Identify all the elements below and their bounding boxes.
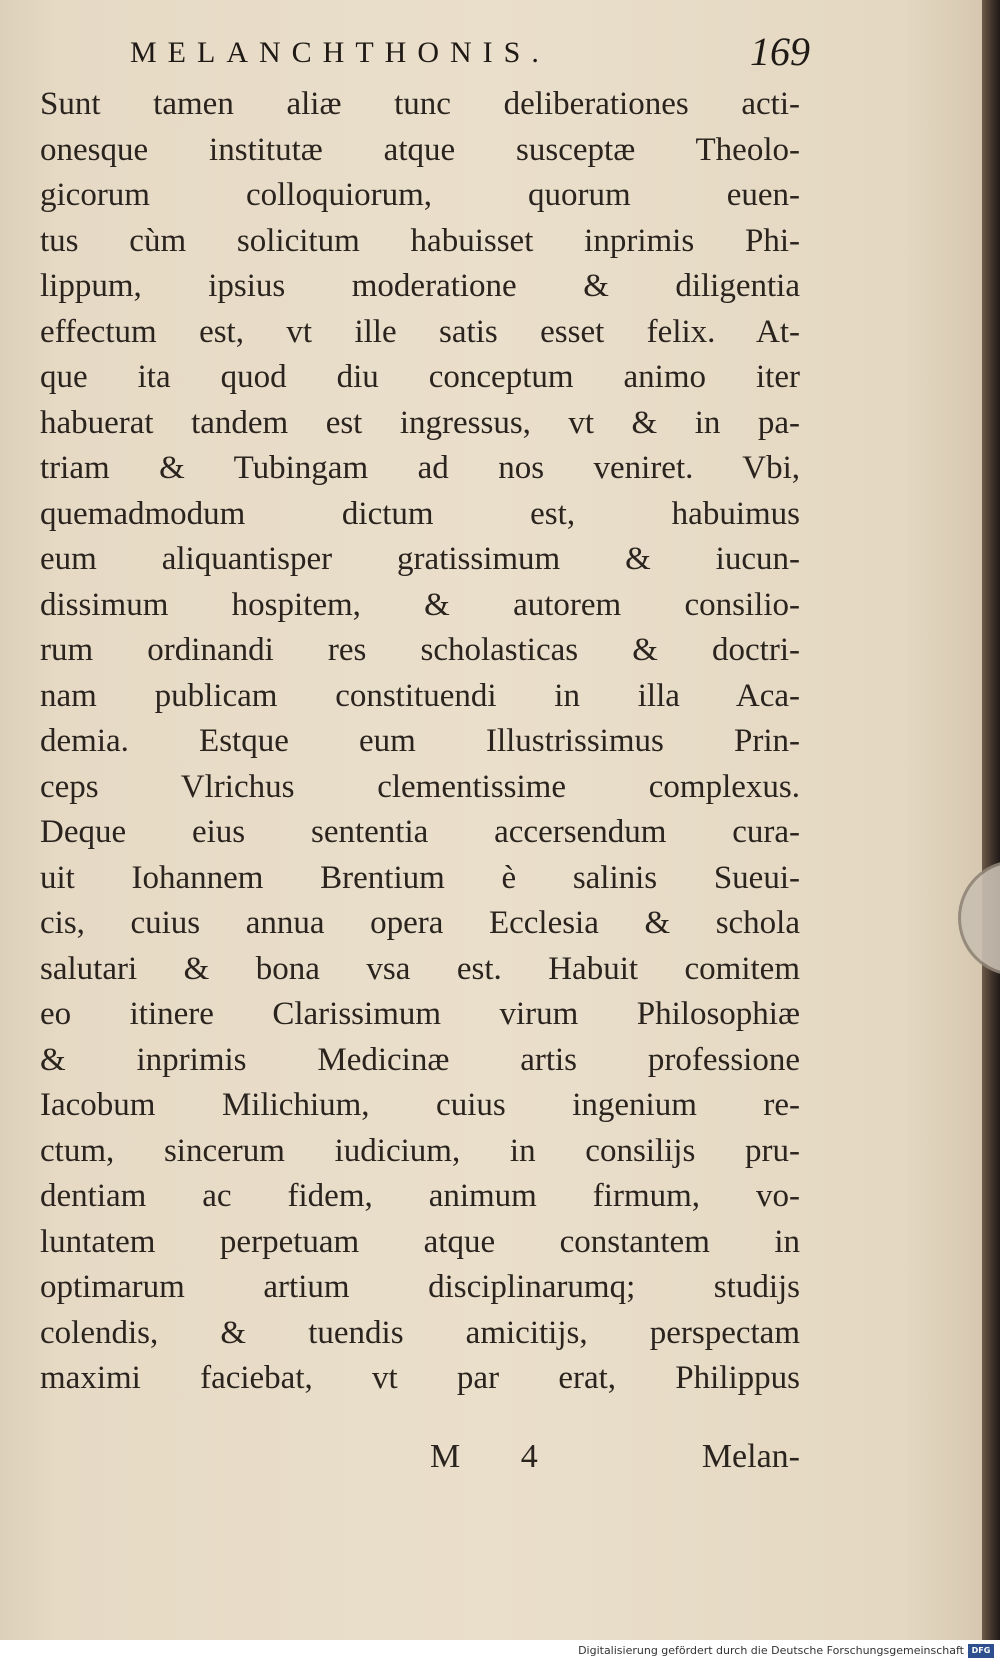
page-footer xyxy=(420,1438,800,1488)
text-line: nam publicam constituendi in illa Aca- xyxy=(40,677,800,714)
text-line: Deque eius sententia accersendum cura- xyxy=(40,814,800,850)
text-line: lippum, ipsius moderatione & diligentia xyxy=(40,268,800,304)
text-line: optimarum artium disciplinarumq; studijs xyxy=(40,1269,800,1305)
funding-credit: Digitalisierung gefördert durch die Deutsche Forschungsgemeinschaft xyxy=(578,1644,964,1657)
text-line: & inprimis Medicinæ artis professione xyxy=(40,1041,800,1078)
body-text xyxy=(40,82,800,1402)
text-line: quemadmodum dictum est, habuimus xyxy=(40,495,800,532)
text-line: colendis, & tuendis amicitijs, perspectam xyxy=(40,1314,800,1351)
text-line: onesque institutæ atque susceptæ Theolo- xyxy=(40,131,800,168)
signature-mark: M 4 xyxy=(430,1438,564,1475)
page-header xyxy=(130,28,810,78)
credit-bar xyxy=(0,1640,1000,1664)
text-line: dissimum hospitem, & autorem consilio- xyxy=(40,586,800,623)
dfg-logo-icon: DFG xyxy=(968,1644,994,1658)
text-line: effectum est, vt ille satis esset felix. At- xyxy=(40,313,800,350)
text-line: gicorum colloquiorum, quorum euen- xyxy=(40,177,800,213)
text-line: luntatem perpetuam atque constantem in xyxy=(40,1223,800,1260)
text-line: maximi faciebat, vt par erat, Philippus xyxy=(40,1360,800,1396)
text-line: Sunt tamen aliæ tunc deliberationes acti- xyxy=(40,86,800,122)
text-line: que ita quod diu conceptum animo iter xyxy=(40,359,800,395)
text-line: cis, cuius annua opera Ecclesia & schola xyxy=(40,905,800,941)
text-line: dentiam ac fidem, animum firmum, vo- xyxy=(40,1178,800,1214)
text-line: tus cùm solicitum habuisset inprimis Phi- xyxy=(40,222,800,259)
text-line: eum aliquantisper gratissimum & iucun- xyxy=(40,541,800,577)
catchword: Melan- xyxy=(701,1438,800,1475)
text-line: rum ordinandi res scholasticas & doctri- xyxy=(40,632,800,668)
text-line: triam & Tubingam ad nos veniret. Vbi, xyxy=(40,450,800,486)
text-line: Iacobum Milichium, cuius ingenium re- xyxy=(40,1087,800,1123)
page-number: 169 xyxy=(750,29,810,74)
text-line: uit Iohannem Brentium è salinis Sueui- xyxy=(40,859,800,896)
text-line: ctum, sincerum iudicium, in consilijs pru- xyxy=(40,1132,800,1169)
text-line: demia. Estque eum Illustrissimus Prin- xyxy=(40,723,800,759)
text-line: ceps Vlrichus clementissime complexus. xyxy=(40,768,800,805)
text-line: eo itinere Clarissimum virum Philosophiæ xyxy=(40,996,800,1032)
book-edge xyxy=(982,0,1000,1640)
running-head: MELANCHTHONIS. xyxy=(130,36,550,69)
text-line: habuerat tandem est ingressus, vt & in pa- xyxy=(40,404,800,441)
text-line: salutari & bona vsa est. Habuit comitem xyxy=(40,950,800,987)
